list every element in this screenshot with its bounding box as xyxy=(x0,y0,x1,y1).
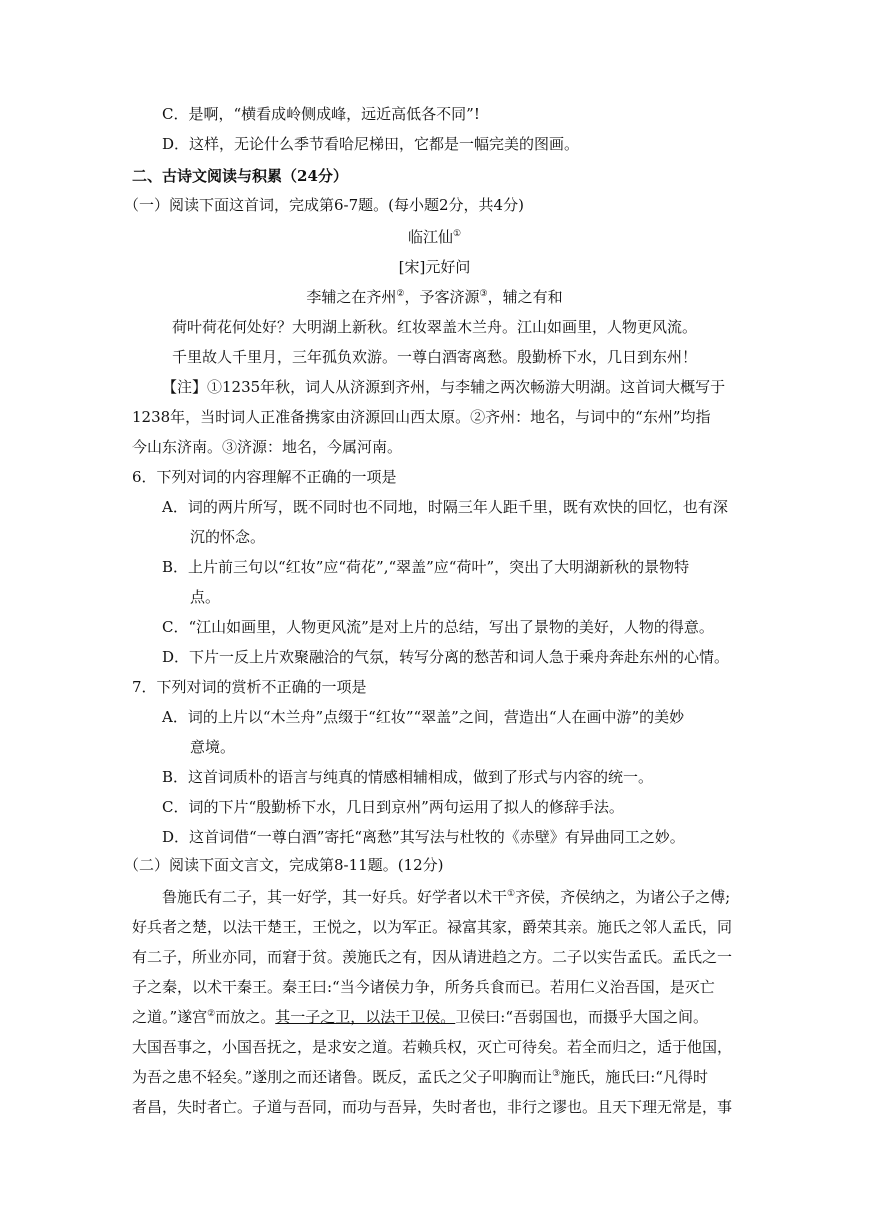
q7-stem: 7．下列对词的赏析不正确的一项是 xyxy=(132,678,367,696)
poem-line-2: 千里故人千里月，三年孤负欢游。一尊白酒寄离愁。殷勤桥下水，几日到东州！ xyxy=(171,348,697,366)
section-heading: 二、古诗文阅读与积累（24分） xyxy=(132,167,348,185)
q6-option-a-line2: 沉的怀念。 xyxy=(190,528,266,546)
poem-subtitle-a: 李辅之在齐州 xyxy=(306,288,397,306)
passage-line-1b: 齐侯，齐侯纳之，为诸公子之傅; xyxy=(515,888,731,906)
passage-line-5c: 卫侯曰:“吾弱国也，而摄乎大国之间。 xyxy=(455,1008,709,1026)
passage-line-3: 有二子，所业亦同，而窘于贫。羡施氏之有，因从请进趋之方。二子以实告孟氏。孟氏之一 xyxy=(132,948,733,966)
part1-instruction: （一）阅读下面这首词，完成第6-7题。(每小题2分，共4分) xyxy=(124,196,524,214)
passage-line-4: 子之秦，以术干秦王。秦王曰:“当今诸侯力争，所务兵食而已。若用仁义治吾国，是灭亡 xyxy=(132,978,715,996)
poem-subtitle xyxy=(0,287,869,307)
part2-instruction: （二）阅读下面文言文，完成第8-11题。(12分) xyxy=(124,856,444,874)
passage-underlined-sentence: 其一子之卫，以法干卫侯。 xyxy=(275,1008,456,1026)
q6-option-a-line1: A．词的两片所写，既不同时也不同地，时隔三年人距千里，既有欢快的回忆，也有深 xyxy=(162,498,728,516)
passage-line-1a: 鲁施氏有二子，其一好学，其一好兵。好学者以术干 xyxy=(162,888,508,906)
passage-line-7b: 施氏，施氏曰:“凡得时 xyxy=(560,1068,708,1086)
q7-option-b: B．这首词质朴的语言与纯真的情感相辅相成，做到了形式与内容的统一。 xyxy=(162,768,654,786)
poem-line-1: 荷叶荷花何处好？大明湖上新秋。红妆翠盖木兰舟。江山如画里，人物更风流。 xyxy=(171,318,697,336)
passage-line-7 xyxy=(132,1067,708,1087)
notes-line-3: 今山东济南。③济源：地名，今属河南。 xyxy=(132,438,403,456)
poem-subtitle-note-b: ③ xyxy=(479,289,488,299)
poem-subtitle-b: ，予客济源 xyxy=(404,288,480,306)
option-d-prev: D．这样，无论什么季节看哈尼梯田，它都是一幅完美的图画。 xyxy=(162,135,580,153)
passage-line-6: 大国吾事之，小国吾抚之，是求安之道。若赖兵权，灭亡可待矣。若全而归之，适于他国， xyxy=(132,1038,733,1056)
q6-option-c: C．“江山如画里，人物更风流”是对上片的总结，写出了景物的美好，人物的得意。 xyxy=(162,618,714,636)
passage-line-7a: 为吾之患不轻矣。”遂刖之而还诸鲁。既反，孟氏之父子叩胸而让 xyxy=(132,1068,553,1086)
poem-title xyxy=(0,227,869,247)
q6-stem: 6．下列对词的内容理解不正确的一项是 xyxy=(132,468,397,486)
passage-line-5 xyxy=(132,1007,708,1027)
passage-line-8: 者昌，失时者亡。子道与吾同，而功与吾异，失时者也，非行之谬也。且天下理无常是，事 xyxy=(132,1098,733,1116)
q6-option-d: D．下片一反上片欢聚融洽的气氛，转写分离的愁苦和词人急于乘舟奔赴东州的心情。 xyxy=(162,648,730,666)
poem-title-text: 临江仙 xyxy=(407,228,453,246)
option-c-prev: C．是啊，“横看成岭侧成峰，远近高低各不同”! xyxy=(162,105,480,123)
notes-line-1: 【注】①1235年秋，词人从济源到齐州，与李辅之两次畅游大明湖。这首词大概写于 xyxy=(162,378,726,396)
q6-option-b-line2: 点。 xyxy=(190,588,221,606)
passage-line-5a: 之道。”遂宫 xyxy=(132,1008,208,1026)
q6-option-b-line1: B．上片前三句以“红妆”应“荷花”,“翠盖”应“荷叶”，突出了大明湖新秋的景物特 xyxy=(162,558,690,576)
passage-note-3: ③ xyxy=(552,1069,561,1079)
notes-line-2: 1238年，当时词人正准备携家由济源回山西太原。②齐州：地名，与词中的“东州”均指 xyxy=(132,408,711,426)
q7-option-c: C．词的下片“殷勤桥下水，几日到京州”两句运用了拟人的修辞手法。 xyxy=(162,798,624,816)
poem-author: [宋]元好问 xyxy=(398,258,471,276)
passage-line-2: 好兵者之楚，以法干楚王，王悦之，以为军正。禄富其家，爵荣其亲。施氏之邻人孟氏，同 xyxy=(132,918,733,936)
passage-line-5b: 而放之。 xyxy=(215,1008,276,1026)
q7-option-d: D．这首词借“一尊白酒”寄托“离愁”其写法与杜牧的《赤壁》有异曲同工之妙。 xyxy=(162,828,685,846)
q7-option-a-line1: A．词的上片以“木兰舟”点缀于“红妆”“翠盖”之间，营造出“人在画中游”的美妙 xyxy=(162,708,685,726)
poem-title-note: ① xyxy=(452,229,462,239)
q7-option-a-line2: 意境。 xyxy=(190,738,236,756)
passage-note-2: ② xyxy=(207,1009,216,1019)
passage-line-1 xyxy=(162,887,730,907)
poem-subtitle-c: ，辅之有和 xyxy=(487,288,563,306)
poem-subtitle-note-a: ② xyxy=(396,289,405,299)
passage-note-1: ① xyxy=(507,889,516,899)
